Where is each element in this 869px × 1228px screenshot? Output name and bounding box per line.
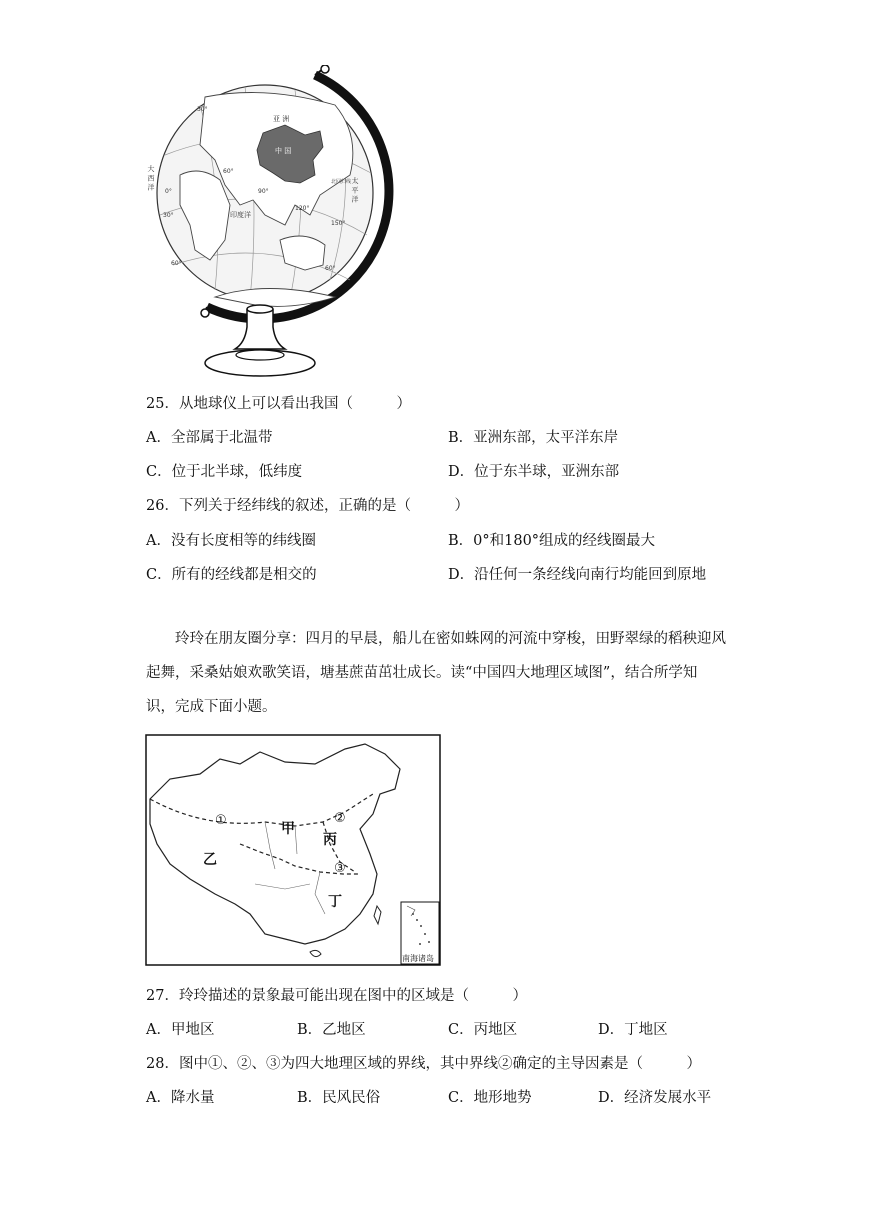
q26-option-c[interactable]: C．所有的经线都是相交的 xyxy=(146,567,317,583)
label-atlantic: 大 西 洋 xyxy=(147,165,155,191)
q26-option-d[interactable]: D．沿任何一条经线向南行均能回到原地 xyxy=(448,567,707,583)
q25-option-d[interactable]: D．位于东半球，亚洲东部 xyxy=(448,464,620,480)
q28-option-b[interactable]: B．民风民俗 xyxy=(297,1090,381,1106)
globe-figure xyxy=(145,65,395,385)
boundary-marker-2: ② xyxy=(334,811,346,826)
q25-option-c[interactable]: C．位于北半球，低纬度 xyxy=(146,464,303,480)
boundary-marker-1: ① xyxy=(215,813,227,828)
reading-passage: 玲玲在朋友圈分享：四月的早晨，船儿在密如蛛网的河流中穿梭，田野翠绿的稻秧迎风起舞，采桑姑娘欢歌笑语，塘基蔗苗茁壮成长。读“中国四大地理区域图”，结合所学知识，完成下面小题。 xyxy=(146,631,726,715)
q26-stem: 26．下列关于经纬线的叙述，正确的是（ ） xyxy=(146,498,469,514)
q27-stem: 27．玲玲描述的景象最可能出现在图中的区域是（ ） xyxy=(146,988,527,1004)
q25-option-b[interactable]: B．亚洲东部，太平洋东岸 xyxy=(448,430,619,446)
q27-option-c[interactable]: C．丙地区 xyxy=(448,1022,518,1038)
region-label-yi: 乙 xyxy=(203,852,217,868)
q25-stem: 25．从地球仪上可以看出我国（ ） xyxy=(146,396,411,412)
q27-option-d[interactable]: D．丁地区 xyxy=(598,1022,668,1038)
inset-label-south-china-sea: 南海诸岛 xyxy=(402,954,434,963)
label-lat30s: 30° xyxy=(163,212,174,219)
label-china: 中 国 xyxy=(275,147,292,155)
label-lat30: 30° xyxy=(197,106,208,113)
label-lon120: 120° xyxy=(295,205,310,212)
region-label-bing: 丙 xyxy=(323,832,337,848)
label-lon60: 60° xyxy=(223,168,234,175)
label-asia: 亚 洲 xyxy=(273,115,290,123)
q27-option-a[interactable]: A．甲地区 xyxy=(146,1022,215,1038)
china-regions-map xyxy=(145,734,441,966)
q28-option-a[interactable]: A．降水量 xyxy=(146,1090,215,1106)
label-lat0: 0° xyxy=(165,188,172,195)
region-label-ding: 丁 xyxy=(328,894,342,910)
label-lon90: 90° xyxy=(258,188,269,195)
q26-option-a[interactable]: A．没有长度相等的纬线圈 xyxy=(146,533,316,549)
label-lat60: 60° xyxy=(171,260,182,267)
region-label-jia: 甲 xyxy=(281,821,295,837)
label-indian-ocean: 印度洋 xyxy=(230,211,251,219)
q25-option-a[interactable]: A．全部属于北温带 xyxy=(146,430,273,446)
q28-option-c[interactable]: C．地形地势 xyxy=(448,1090,532,1106)
label-lat60s: 60° xyxy=(325,265,336,272)
boundary-marker-3: ③ xyxy=(334,861,346,876)
label-pacific: 太 平 洋 xyxy=(351,177,359,203)
q26-option-b[interactable]: B．0°和180°组成的经线圈最大 xyxy=(448,533,656,549)
label-lon150: 150° xyxy=(331,220,346,227)
q28-stem: 28．图中①、②、③为四大地理区域的界线，其中界线②确定的主导因素是（ ） xyxy=(146,1056,701,1072)
q27-option-b[interactable]: B．乙地区 xyxy=(297,1022,366,1038)
q28-option-d[interactable]: D．经济发展水平 xyxy=(598,1090,712,1106)
label-pacific-small: 北回归线 xyxy=(331,179,352,185)
